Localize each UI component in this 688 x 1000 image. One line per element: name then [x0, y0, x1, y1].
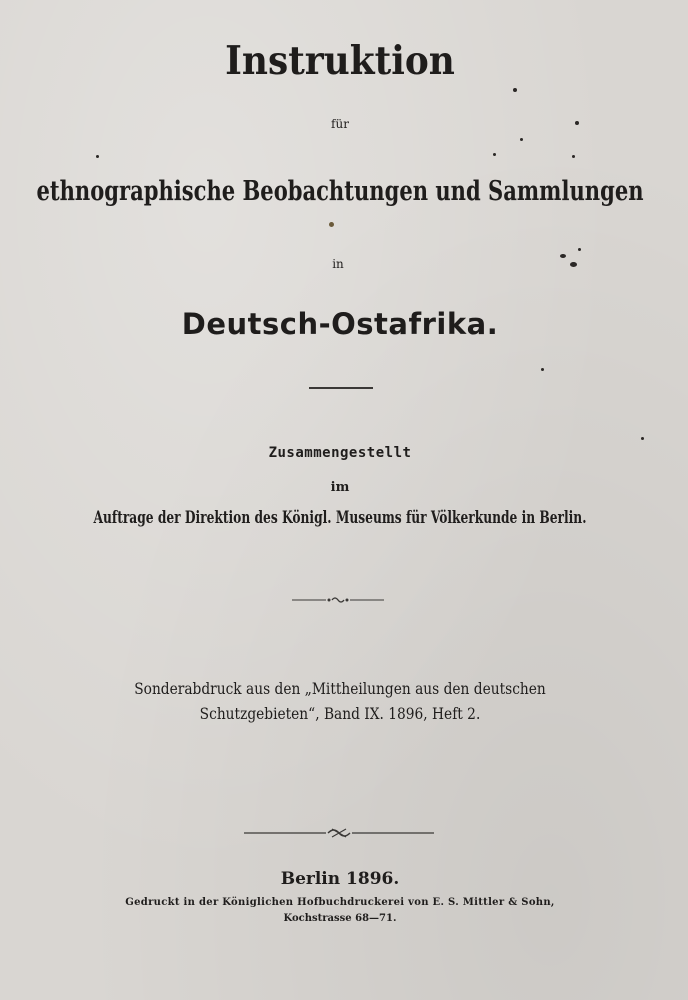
commission-line: Auftrage der Direktion des Königl. Museums für Völkerkunde in Berlin.	[93, 508, 587, 528]
compiled-label: Zusammengestellt	[268, 445, 412, 461]
short-rule-divider	[309, 387, 373, 389]
paper-speck	[520, 138, 523, 141]
reprint-line-1: Sonderabdruck aus den „Mittheilungen aus den deutschen	[134, 679, 546, 698]
reprint-line-2: Schutzgebieten“, Band IX. 1896, Heft 2.	[199, 704, 481, 723]
paper-speck	[493, 153, 496, 156]
reprint-note	[134, 676, 546, 726]
connector-in: in	[332, 257, 344, 271]
connector-fuer: für	[331, 117, 349, 131]
imprint-printer: Gedruckt in der Königlichen Hofbuchdruckerei von E. S. Mittler & Sohn,	[125, 897, 555, 908]
paper-speck	[575, 121, 579, 125]
imprint-address: Kochstrasse 68—71.	[283, 913, 397, 924]
compiled-connector: im	[330, 480, 350, 495]
paper-speck	[329, 222, 334, 227]
paper-speck	[541, 368, 544, 371]
paper-speck	[641, 437, 644, 440]
page-title: Instruktion	[225, 38, 455, 84]
paper-speck	[578, 248, 581, 251]
paper-speck	[570, 262, 577, 267]
paper-speck	[513, 88, 517, 92]
region-heading: Deutsch-Ostafrika.	[181, 307, 499, 341]
subtitle: ethnographische Beobachtungen und Sammlungen	[36, 176, 644, 207]
ornament-divider	[244, 826, 434, 840]
paper-speck	[96, 155, 99, 158]
paper-speck	[572, 155, 575, 158]
imprint-place-year: Berlin 1896.	[280, 869, 400, 889]
paper-speck	[560, 254, 566, 258]
ornament-divider	[292, 595, 384, 605]
